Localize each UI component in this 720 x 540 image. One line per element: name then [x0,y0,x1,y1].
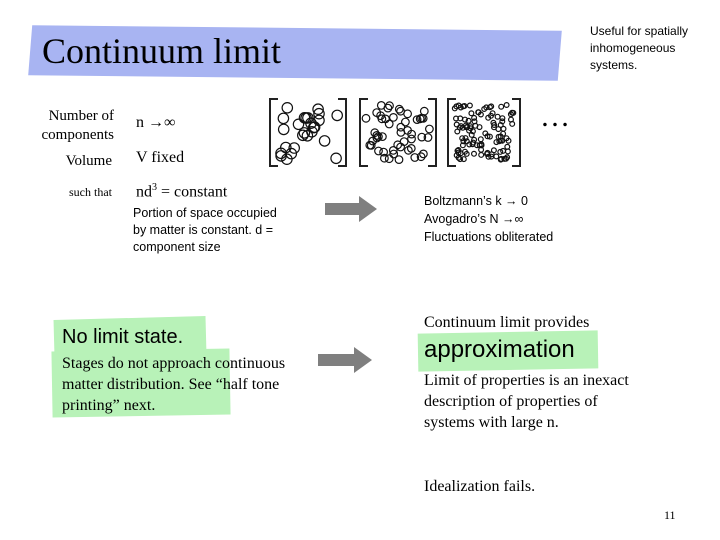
page-number: 11 [664,508,676,522]
boltzmann-block [424,192,604,246]
ellipsis: … [540,100,570,133]
particle [375,147,383,155]
particle [319,136,329,146]
no-limit-heading: No limit state. [62,326,184,348]
such-that-label: such that [69,185,112,199]
particle [495,114,500,119]
particle [421,107,429,115]
particle [331,153,341,163]
box-medium [360,99,436,166]
avogadro-line: Avogadro’s N →∞ [424,212,524,226]
particle [278,113,288,123]
particle [395,156,403,164]
idealization-text: Idealization fails. [424,478,536,495]
boltzmann-line: Boltzmann’s k → 0 [424,194,528,208]
limit-properties-text: Limit of properties is an inexact description of properties of systems with large n. [424,372,629,431]
slide-title: Continuum limit [42,31,282,71]
volume-label: Volume [65,153,112,169]
particle [494,154,499,159]
relation-prefix: nd [136,183,152,201]
particle [504,103,509,108]
arrow-right-icon-1 [325,196,377,222]
fluctuations-line: Fluctuations obliterated [424,230,554,244]
particle-boxes-illustration [266,96,536,172]
particle [479,153,484,158]
particle [460,136,465,141]
particle [385,120,393,128]
portion-note: Portion of space occupied by matter is constant. d = component size [133,206,277,254]
volume-value: V fixed [136,149,185,166]
particle [397,129,405,137]
relation-exponent: 3 [152,182,157,193]
approximation-text: approximation [424,336,575,363]
particle [279,124,289,134]
particle [472,151,477,156]
particle [478,137,483,142]
continuum-provides-text: Continuum limit provides [424,314,590,331]
particle [384,104,392,112]
relation-suffix: = constant [157,183,228,201]
particle [362,115,370,123]
number-of-components-label: Number of components [41,108,114,143]
constant-relation [136,182,227,201]
number-of-components-value: n →∞ [136,114,176,131]
particle [499,104,504,109]
particle [396,105,404,113]
arrow-right-icon-2 [318,347,372,373]
side-note: Useful for spatially inhomogeneous systems. [590,24,689,72]
particle [332,110,342,120]
particle [468,103,473,108]
particle [282,103,292,113]
box-dense [448,99,520,166]
box-sparse [270,99,346,166]
particle [402,118,410,126]
particle [385,155,393,163]
particle [276,151,286,161]
stages-text: Stages do not approach continuous matter distribution. See “half tone printing” next. [62,355,286,414]
particle [426,125,434,133]
particle [469,111,474,116]
